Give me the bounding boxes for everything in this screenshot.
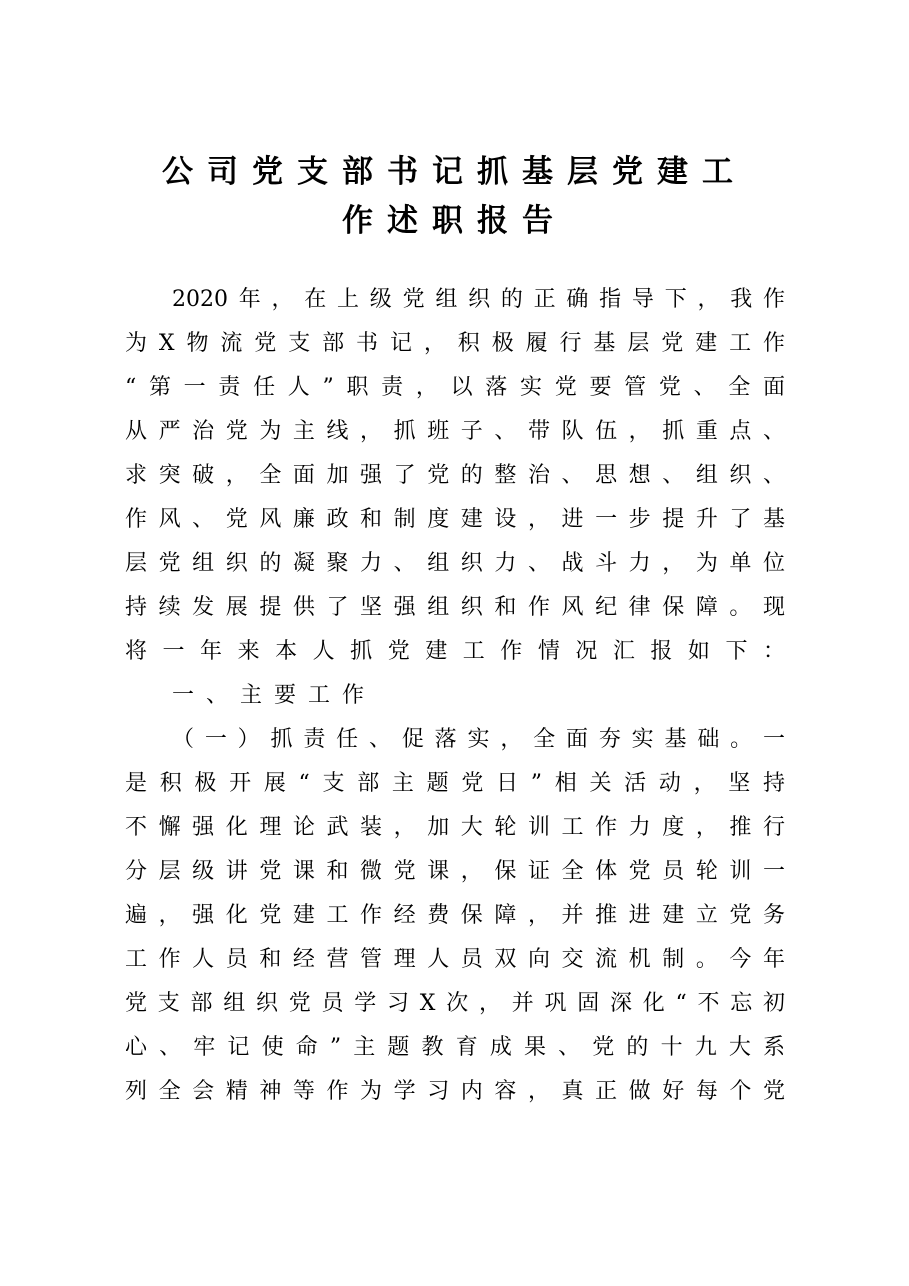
paragraph-line: 将一年来本人抓党建工作情况汇报如下：	[125, 639, 785, 664]
paragraph-line: 不懈强化理论武装，加大轮训工作力度，推行	[125, 815, 785, 840]
paragraph-line: 是积极开展“支部主题党日”相关活动，坚持	[125, 771, 785, 796]
paragraph-line: 2020年，在上级党组织的正确指导下，我作	[172, 287, 785, 312]
paragraph-line: 层党组织的凝聚力、组织力、战斗力，为单位	[125, 551, 785, 576]
paragraph-line: 党支部组织党员学习X次，并巩固深化“不忘初	[125, 991, 785, 1016]
section-heading: 一、主要工作	[172, 683, 377, 708]
document-title-line-2: 作述职报告	[342, 203, 567, 239]
paragraph-line: 遍，强化党建工作经费保障，并推进建立党务	[125, 903, 785, 928]
paragraph-line: 求突破，全面加强了党的整治、思想、组织、	[125, 463, 785, 488]
paragraph-line: 心、牢记使命”主题教育成果、党的十九大系	[125, 1035, 785, 1060]
paragraph-line: 从严治党为主线，抓班子、带队伍，抓重点、	[125, 419, 785, 444]
paragraph-line: 工作人员和经营管理人员双向交流机制。今年	[125, 947, 785, 972]
paragraph-line: 分层级讲党课和微党课，保证全体党员轮训一	[125, 859, 785, 884]
paragraph-line: 列全会精神等作为学习内容，真正做好每个党	[125, 1079, 785, 1104]
paragraph-line: 为X物流党支部书记，积极履行基层党建工作	[125, 331, 785, 356]
document-title-line-1: 公司党支部书记抓基层党建工	[162, 154, 747, 190]
paragraph-line: （一）抓责任、促落实，全面夯实基础。一	[172, 727, 785, 752]
paragraph-line: 作风、党风廉政和制度建设，进一步提升了基	[125, 507, 785, 532]
paragraph-line: 持续发展提供了坚强组织和作风纪律保障。现	[125, 595, 785, 620]
paragraph-line: “第一责任人”职责，以落实党要管党、全面	[125, 375, 785, 400]
